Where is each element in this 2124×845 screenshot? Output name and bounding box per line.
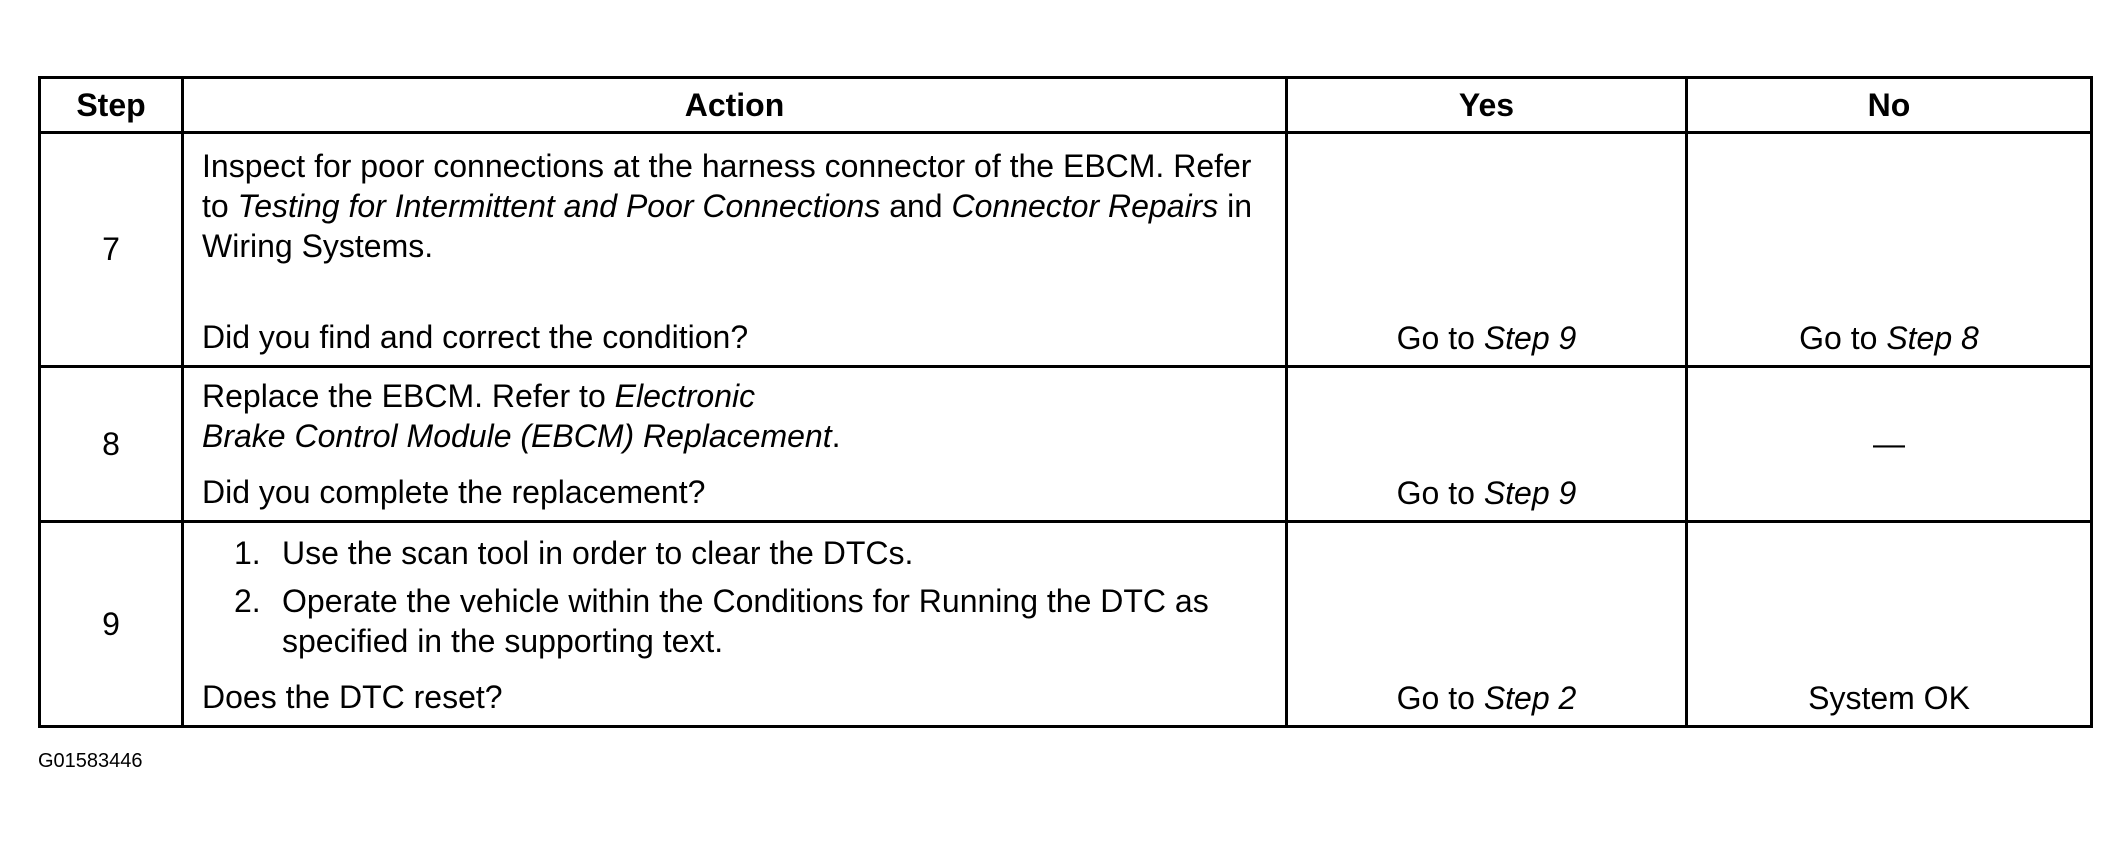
step-number: 7	[40, 133, 183, 367]
result-step-ref: Step 2	[1483, 680, 1577, 716]
yes-cell	[1287, 522, 1687, 727]
table-row	[40, 367, 2092, 522]
action-question: Does the DTC reset?	[202, 679, 503, 715]
yes-result	[1288, 320, 1685, 357]
header-action: Action	[183, 78, 1287, 133]
result-step-ref: Step 8	[1886, 320, 1979, 356]
yes-cell	[1287, 367, 1687, 522]
no-result	[1688, 320, 2090, 357]
action-cell	[183, 133, 1287, 367]
table-header-row	[40, 78, 2092, 133]
table-row	[40, 133, 2092, 367]
yes-cell	[1287, 133, 1687, 367]
result-prefix: Go to	[1396, 320, 1484, 356]
yes-result	[1288, 680, 1685, 717]
no-cell	[1687, 522, 2092, 727]
action-reference: Testing for Intermittent and Poor Connections	[237, 188, 881, 224]
yes-result	[1288, 475, 1685, 512]
list-number: 2.	[234, 583, 261, 619]
diagnostic-table	[38, 76, 2093, 728]
result-step-ref: Step 9	[1483, 475, 1577, 511]
list-text: Operate the vehicle within the Conditions for Running the DTC as specified in the supporting text.	[282, 583, 1209, 659]
step-number: 9	[40, 522, 183, 727]
action-reference: Electronic Brake Control Module (EBCM) Replacement	[202, 378, 832, 454]
action-question: Did you complete the replacement?	[202, 474, 706, 510]
step-number: 8	[40, 367, 183, 522]
action-text: in Wiring Systems.	[202, 188, 1253, 264]
list-text: Use the scan tool in order to clear the DTCs.	[282, 535, 914, 571]
no-result: —	[1873, 425, 1905, 462]
header-step: Step	[40, 78, 183, 133]
result-prefix: Go to	[1799, 320, 1887, 356]
no-cell	[1687, 367, 2092, 522]
no-cell	[1687, 133, 2092, 367]
list-number: 1.	[234, 535, 261, 571]
list-item	[234, 533, 1225, 573]
figure-id: G01583446	[38, 750, 143, 772]
result-prefix: Go to	[1396, 475, 1484, 511]
result-step-ref: Step 9	[1483, 320, 1577, 356]
action-question: Did you find and correct the condition?	[202, 319, 749, 355]
action-reference: Connector Repairs	[951, 188, 1219, 224]
table-row	[40, 522, 2092, 727]
list-item	[234, 581, 1225, 661]
header-no: No	[1687, 78, 2092, 133]
action-cell	[183, 367, 1287, 522]
action-text: .	[831, 418, 841, 454]
action-text: Inspect for poor connections at the harness connector of the EBCM. Refer to	[202, 148, 1252, 224]
no-result: System OK	[1808, 680, 1970, 716]
header-yes: Yes	[1287, 78, 1687, 133]
action-text: Replace the EBCM. Refer to	[202, 378, 615, 414]
action-text: and	[880, 188, 952, 224]
result-prefix: Go to	[1396, 680, 1484, 716]
action-cell	[183, 522, 1287, 727]
